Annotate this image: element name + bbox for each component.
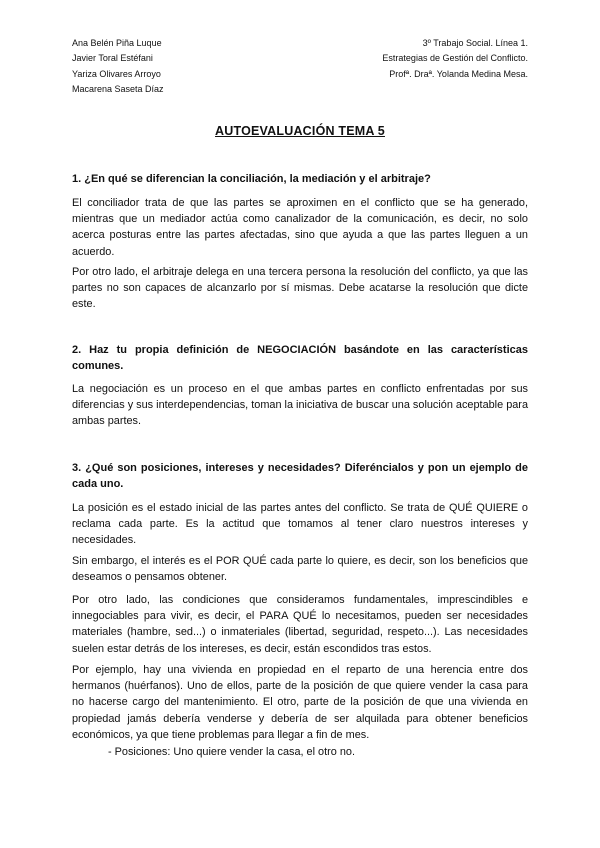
course-line: 3º Trabajo Social. Línea 1. [422,38,528,48]
question-heading: 1. ¿En qué se diferencian la conciliación, la mediación y el arbitraje? [72,173,431,185]
author-name: Yariza Olivares Arroyo [72,68,161,79]
answer-paragraph: Sin embargo, el interés es el POR QUÉ cada parte lo quiere, es decir, son los beneficios que deseamos o pensamos obtener. [72,555,528,584]
header-authors [72,36,164,97]
list-item: - Posiciones: Uno quiere vender la casa, el otro no. [108,746,355,758]
header-course-info [382,36,528,82]
question-heading: 3. ¿Qué son posiciones, intereses y necesidades? Diferéncialos y pon un ejemplo de cada uno. [72,462,528,491]
answer-paragraph: Por otro lado, las condiciones que consideramos fundamentales, imprescindibles e innegociables para vivir, es decir, el PARA QUÉ lo necesitamos, pueden ser necesidades materiales (hambre, sed...) o inmateriales (libertad, seguridad, respeto...). Las necesidades suelen estar detrás de los intereses, es decir, están escondidos tras estos. [72,594,528,655]
author-name: Ana Belén Piña Luque [72,38,162,48]
answer-paragraph: La posición es el estado inicial de las partes antes del conflicto. Se trata de QUÉ QUIERE o reclama cada parte. Es la actitud que tomamos al tener claro nuestros intereses y necesidades. [72,502,528,547]
author-name: Javier Toral Estéfani [72,53,153,64]
document-title: AUTOEVALUACIÓN TEMA 5 [215,124,385,138]
answer-paragraph: La negociación es un proceso en el que ambas partes en conflicto enfrentadas por sus diferencias y sus interdependencias, toman la iniciativa de buscar una solución aceptable para ambas partes. [72,383,528,428]
answer-paragraph: Por otro lado, el arbitraje delega en una tercera persona la resolución del conflicto, ya que las partes no son capaces de alcanzarlo por sí mismas. Debe acatarse la resolución que dicte este. [72,266,528,311]
answer-paragraph: Por ejemplo, hay una vivienda en propiedad en el reparto de una herencia entre dos hermanos (huérfanos). Uno de ellos, parte de la posición de que quiere vender la casa para no hacerse cargo del mantenimiento. El otro, parte de la posición de que una vivienda en propiedad jamás debería venderse y debería de ser alquilada para obtener beneficios económicos, ya que tiene problemas para llegar a fin de mes. [72,664,528,741]
author-name: Macarena Saseta Díaz [72,83,164,94]
subject-line: Estrategias de Gestión del Conflicto. [382,53,528,64]
answer-paragraph: El conciliador trata de que las partes se aproximen en el conflicto que se ha generado, mientras que un mediador actúa como canalizador de la comunicación, es decir, no solo acerca posturas entre las partes afectadas, sino que ayuda a que las partes lleguen a un acuerdo. [72,197,528,258]
question-heading: 2. Haz tu propia definición de NEGOCIACIÓN basándote en las características comunes. [72,344,528,373]
professor-line: Profª. Draª. Yolanda Medina Mesa. [389,68,528,79]
